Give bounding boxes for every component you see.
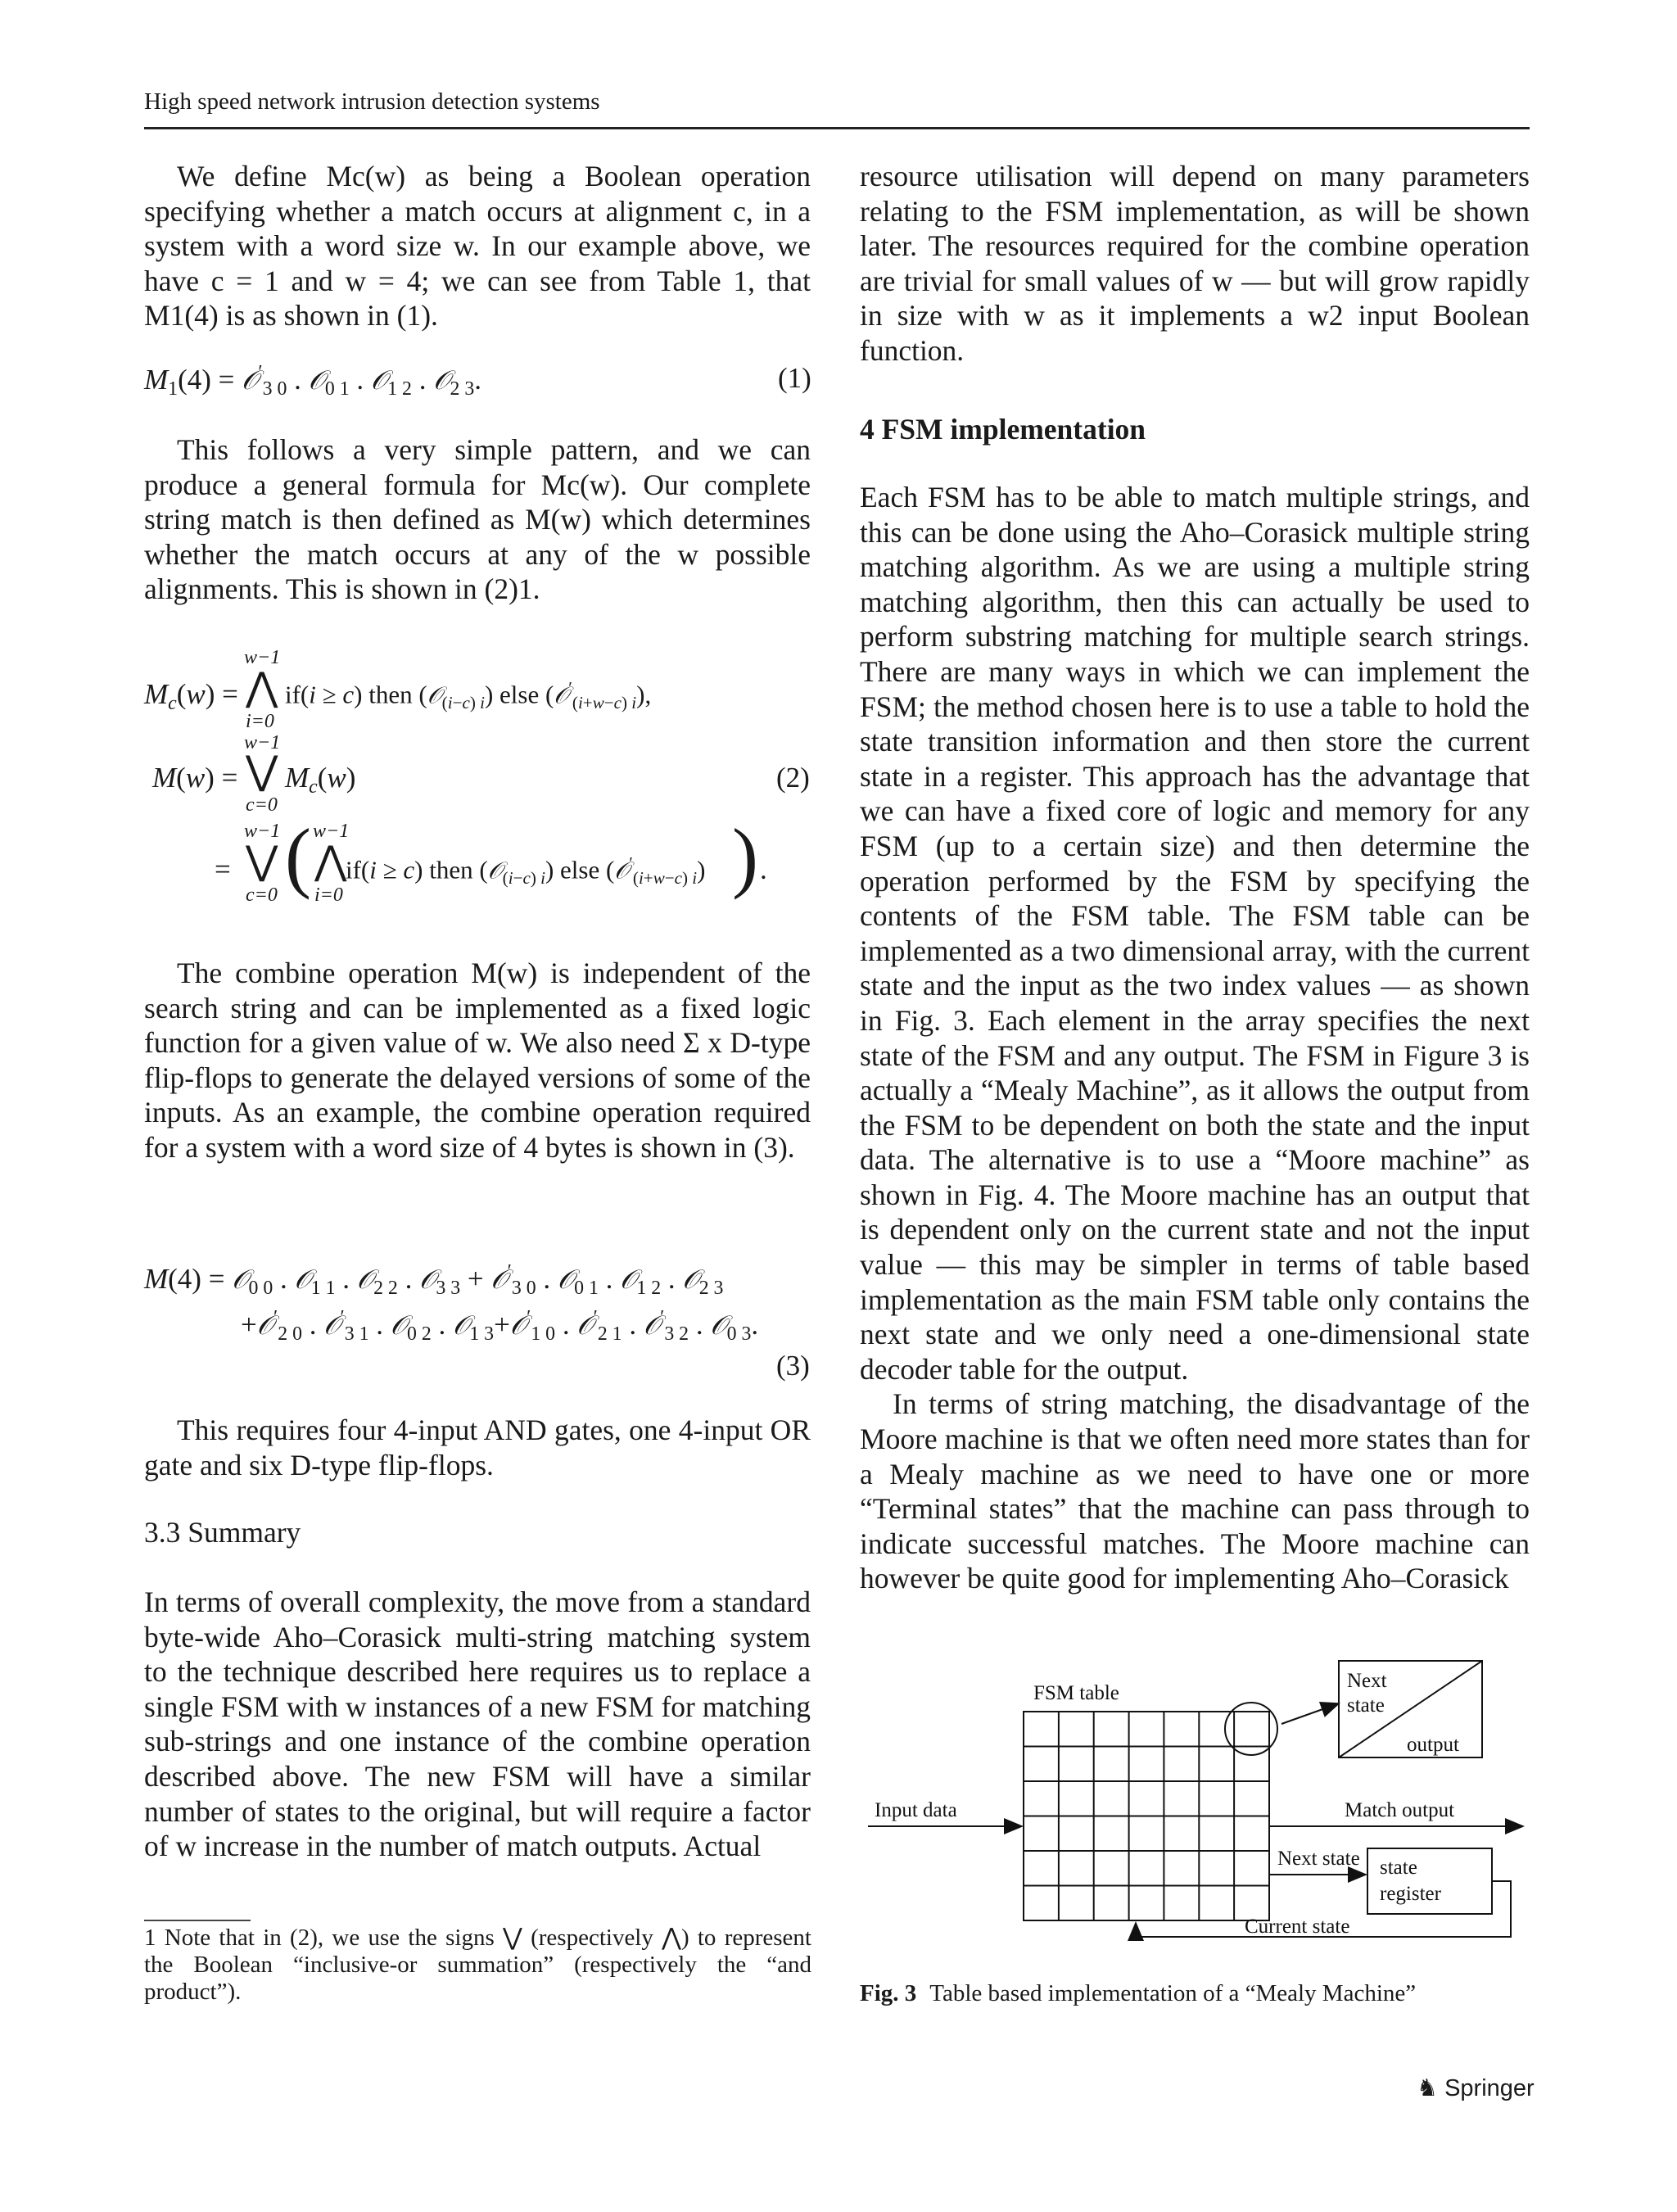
- publisher-logo: [1417, 2074, 1535, 2102]
- left-paragraph-5-block: [144, 1585, 811, 1864]
- equation-2-number: (2): [776, 762, 810, 794]
- fsm-mealy-diagram: [860, 1646, 1530, 1957]
- match-output-label: Match output: [1345, 1799, 1455, 1821]
- cell-state-label: state: [1347, 1694, 1385, 1717]
- equation-1-number: (1): [778, 362, 811, 394]
- section-title: 4 FSM implementation: [860, 413, 1146, 446]
- left-paragraph-1: We define Mc(w) as being a Boolean operation specifying whether a match occurs at alignment c, in a system with a word size w. In our example above, we have c = 1 and w = 4; we can see from Table 1, that M1(4) is as shown in (1).: [144, 160, 811, 332]
- springer-horse-icon: ♞: [1417, 2075, 1438, 2101]
- left-paragraph-4: This requires four 4-input AND gates, one 4-input OR gate and six D-type flip-flops.: [144, 1414, 811, 1481]
- right-paragraph-1: resource utilisation will depend on many parameters relating to the FSM implementation, as will be shown later. The resources required for the combine operation are trivial for small values of w — but will grow rapidly in size with w as it implements a w2 input Boolean function.: [860, 160, 1530, 367]
- caption-label: Fig. 3: [860, 1980, 917, 2006]
- right-paragraph-2-block: [860, 480, 1530, 1596]
- zoom-arrow: [1281, 1703, 1339, 1724]
- state-register-top: state: [1380, 1857, 1417, 1879]
- footnote-rule: [144, 1920, 251, 1921]
- header-rule: [144, 127, 1530, 129]
- left-paragraph-2: This follows a very simple pattern, and we can produce a general formula for Mc(w). Our complete string match is then defined as M(w) which determines whether the match occurs at any of the w possible alignments. This is shown in (2)1.: [144, 433, 811, 606]
- current-state-label: Current state: [1245, 1916, 1350, 1938]
- input-data-label: Input data: [875, 1799, 957, 1821]
- right-paragraph-2: Each FSM has to be able to match multiple strings, and this can be done using the Aho–Corasick multiple string matching algorithm. As we are using a multiple string matching algorithm, then this can actually be used to perform substring matching for multiple search strings. There are many ways in which we can implement the FSM; the method chosen here is to use a table to hold the state transition information and then store the current state in a register. This approach has the advantage that we can have a fixed core of logic and memory for any FSM (up to a certain size) and then determine the operation performed by the FSM by specifying the contents of the FSM table. The FSM table can be implemented as a two dimensional array, with the current state and the input as the two index values — as shown in Fig. 3. Each element in the array specifies the next state of the FSM and any output. The FSM in Figure 3 is actually a “Mealy Machine”, as it allows the output from the FSM to be dependent on both the state and the input data. The alternative is to use a “Moore machine” as shown in Fig. 4. The Moore machine has an output that is dependent only on the current state and not the input value — this may be simpler in terms of table based implementation as the main FSM table only contains the next state and we only need a one-dimensional state decoder table for the output.: [860, 481, 1530, 1386]
- publisher-name: Springer: [1444, 2075, 1535, 2101]
- cell-next-label: Next: [1347, 1670, 1387, 1692]
- left-paragraph-5: In terms of overall complexity, the move from a standard byte-wide Aho–Corasick multi-string matching system to the technique described here requires us to replace a single FSM with w instances of a new FSM for matching sub-strings and one instance of the combine operation described above. The new FSM will have a similar number of states to the original, but will require a factor of w increase in the number of match outputs. Actual: [144, 1585, 811, 1863]
- equation-1: $M_1(4)$ = 𝒪′$_{3 0}$ . 𝒪$_{0 1}$ . 𝒪$_{1 2}$ . 𝒪$_{2 3}$.: [144, 362, 481, 400]
- equation-3-number: (3): [776, 1350, 810, 1382]
- left-paragraph-3: The combine operation M(w) is independent of the search string and can be implemented as a fixed logic function for a given value of w. We also need Σ x D-type flip-flops to generate the delayed versions of some of the inputs. As an example, the combine operation required for a system with a word size of 4 bytes is shown in (3).: [144, 957, 811, 1164]
- fsm-table-label: FSM table: [1033, 1682, 1119, 1704]
- left-paragraph-4-block: [144, 1413, 811, 1482]
- equation-2: $M_c(w)$ = w−1 ⋀ i=0 if(i ≥ c) then (𝒪$_{(i-c) i}$) else (𝒪′$_{(i+w-c) i}$), M(w) = w−1 ⋁ c=0 $M_c(w)$ (2) = w−1 ⋁ c=0 ( w−1 ⋀ i=0 if(i ≥ c) then (𝒪$_{(i-c) i}$) else (𝒪′$_{(i+w-c) i}$) ) .: [144, 647, 810, 906]
- right-paragraph-3: In terms of string matching, the disadvantage of the Moore machine is that we often need more states than for a Mealy machine as we need to have one or more “Terminal states” that the machine can pass through to indicate successful matches. The Moore machine can however be quite good for implementing Aho–Corasick: [860, 1387, 1530, 1595]
- left-column: [144, 159, 811, 333]
- footnote: 1 Note that in (2), we use the signs ⋁ (respectively ⋀) to represent the Boolean “inclusive-or summation” (respectively the “and product”).: [144, 1925, 811, 2005]
- running-header: High speed network intrusion detection systems: [144, 88, 600, 115]
- state-register-bottom: register: [1380, 1883, 1441, 1905]
- left-paragraph-2-block: [144, 432, 811, 607]
- figure-caption: [860, 1980, 1416, 2007]
- cell-output-label: output: [1407, 1734, 1459, 1756]
- equation-3: M(4) = 𝒪$_{0 0}$ . 𝒪$_{1 1}$ . 𝒪$_{2 2}$ . 𝒪$_{3 3}$ + 𝒪′$_{3 0}$ . 𝒪$_{0 1}$ . 𝒪$_{1 2}$ . 𝒪$_{2 3}$ +𝒪′$_{2 0}$ . 𝒪′$_{3 1}$ . 𝒪$_{0 2}$ . 𝒪$_{1 3}$+𝒪′$_{1 0}$ . 𝒪′$_{2 1}$ . 𝒪′$_{3 2}$ . 𝒪$_{0 3}$. (3): [144, 1261, 810, 1382]
- caption-text: Table based implementation of a “Mealy Machine”: [929, 1980, 1417, 2006]
- subsection-title: 3.3 Summary: [144, 1516, 301, 1549]
- right-paragraph-1-block: [860, 159, 1530, 369]
- next-state-label: Next state: [1277, 1848, 1360, 1870]
- fsm-table-grid: [1024, 1712, 1269, 1920]
- left-paragraph-3-block: [144, 956, 811, 1165]
